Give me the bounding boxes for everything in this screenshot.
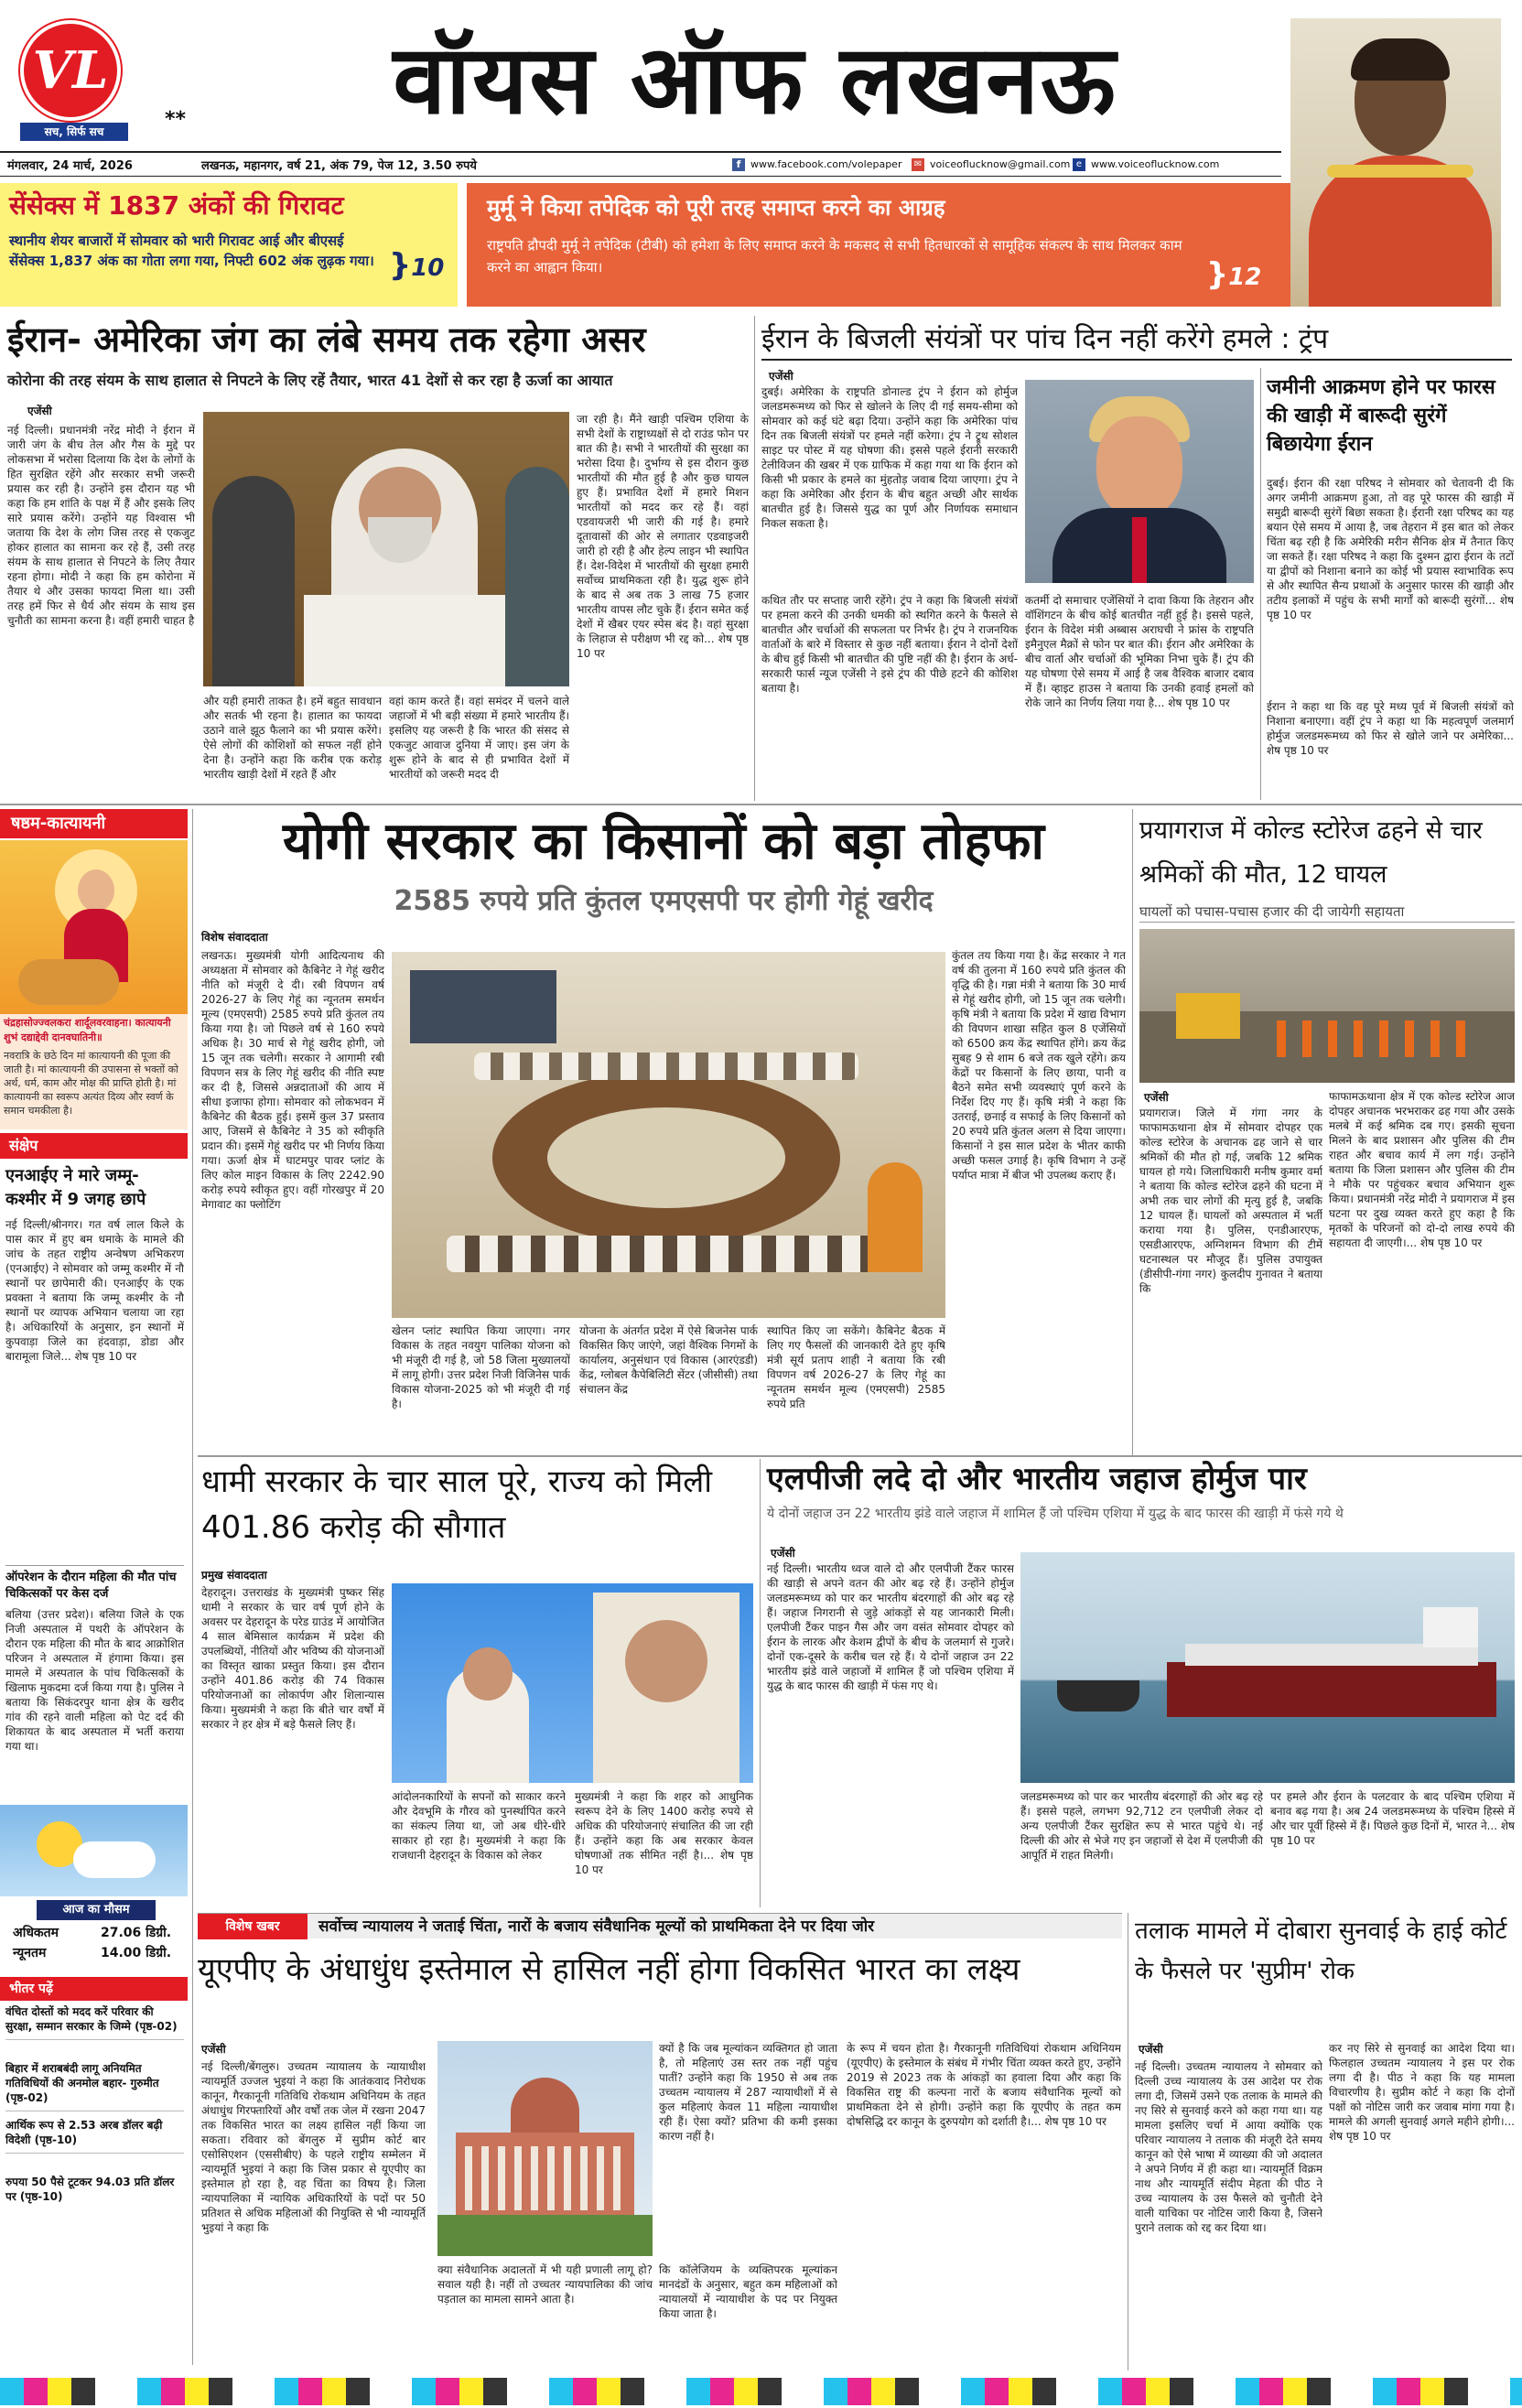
iran-usa-col4: जा रही है। मैंने खाड़ी पश्चिम एशिया के सभी देशों के राष्ट्राध्यक्षों से दो राउंड फोन पर बात की है। सभी ने भारतीयों की सुरक्षा का भरोसा दिया है। दुर्भाग्य से इस दौरान कुछ भारतीयों की मौत हुई है और कुछ घायल हुए हैं। प्रभावित देशों में हमारे मिशन भारतीयों को मदद कर रहे हैं। वहां एडवायजरी भी जारी की गई है। हमारे दूतावासों की ओर से लगातार एडवाइजरी जारी हो रही है और हेल्प लाइन भी स्थापित हैं। देश-विदेश में भारतीयों की सुरक्षा हमारी सर्वोच्च प्राथमिकता रही है। युद्ध शुरू होने के बाद से अब तक 3 लाख 75 हजार भारतीय वापस लौट चुके हैं। ईरान समेत कई देशों में खैबर एयर स्पेस बंद है। वहां सुरक्षा के लिहाज से परीक्षण भी रद्द को... शेष पृष्ठ 10 पर (577, 413, 749, 660)
date: मंगलवार, 24 मार्च, 2026 (7, 159, 133, 173)
goddess-lion (18, 959, 119, 1005)
uapa-col1: नई दिल्ली/बेंगलुरु। उच्चतम न्यायालय के न्यायाधीश न्यायमूर्ति उज्जल भुइयां ने कहा कि आतंकवाद निरोधक कानून, गैरकानूनी गतिविधि रोकथाम अधिनियम के तहत अंधाधुंध गिरफ्तारियों और वर्षों तक जेल में रखना 2047 तक विकसित भारत का लक्ष्य हासिल नहीं किया जा सकता। रविवार को बेंगलुरु में सुप्रीम कोर्ट बार एसोसिएशन (एससीबीए) के पहले राष्ट्रीय सम्मेलन में न्यायमूर्ति भुइयां ने कहा कि जिस प्रकार से यूएपीए का इस्तेमाल हो रहा है, वह चिंता का विषय है। जिला न्यायपालिका में न्यायिक अधिकारियों के पदों पर 50 प्रतिशत से अधिक महिलाओं की नियुक्ति से भी न्यायमूर्ति भुइयां ने कहा कि (201, 2060, 426, 2234)
goddess-photo (0, 840, 188, 1014)
navratri-body: नवरात्रि के छठे दिन मां कात्यायनी की पूजा की जाती है। मां कात्यायनी की उपासना से भक्तों को अर्थ, धर्म, काम और मोक्ष की प्राप्ति होती है। मां कात्यायनी का स्वरूप अत्यंत दिव्य और स्वर्ण के समान चमकीला है। (0, 1047, 188, 1129)
prayagraj-byline: एजेंसी (1144, 1091, 1169, 1104)
portrait-hair (1351, 38, 1450, 81)
surgery-body: बलिया (उत्तर प्रदेश)। बलिया जिले के एक निजी अस्पताल में पथरी के ऑपरेशन के दौरान एक महिला की मौत के बाद आक्रोशित परिजन ने अस्पताल में हंगामा किया। इस मामले में अस्पताल के पांच चिकित्सकों के खिलाफ मुकदमा दर्ज किया गया है। पुलिस ने बताया कि सिकंदरपुर थाना क्षेत्र के खरीद गांव की रहने वाली महिला को पेट दर्द की शिकायत के बाद अस्पताल में भर्ती कराया गया था। (5, 1608, 184, 1753)
divider (1260, 368, 1261, 800)
dhami-bottom2: मुख्यमंत्री ने कहा कि शहर को आधुनिक स्वरूप देने के लिए 1400 करोड़ रुपये से अधिक की परियोजनाएं संचालित की जा रही हैं। उन्होंने कहा कि अब सरकार केवल घोषणाओं तक सीमित नहीं है।... शेष पृष्ठ 10 पर (575, 1790, 753, 1876)
sc-banner (198, 1913, 1122, 1938)
facebook-link[interactable]: www.facebook.com/volepaper (750, 158, 902, 170)
lpg-col1: नई दिल्ली। भारतीय ध्वज वाले दो और एलपीजी टैंकर फारस की खाड़ी से अपने वतन की ओर बढ़ रहे हैं। उन्होंने होर्मुज जलडमरूमध्य को पार कर भारतीय बंदरगाहों की ओर बढ़ रहे हैं। जहाज निगरानी से जुड़े आंकड़ों से यह जानकारी मिली। एलपीजी टैंकर पाइन गैस और जग वसंत सोमवार दोपहर को ईरान के लारक और केशम द्वीपों के बीच के जलमार्ग से गुजरे। दोनों एक-दूसरे के करीब चल रहे हैं। ये दोनों जहाज उन 22 भारतीय झंडे वाले जहाजों में शामिल हैं जो पश्चिम एशिया में युद्ध के बाद फारस की खाड़ी में फंस गए थे। (767, 1562, 1014, 1692)
uapa-col3: के रूप में चयन होता है। गैरकानूनी गतिविधियां रोकथाम अधिनियम (यूएपीए) के इस्तेमाल के संबंध में गंभीर चिंता व्यक्त करते हुए, उन्होंने 2019 से 2023 तक के आंकड़ों का हवाला दिया और कहा कि विकसित राष्ट्र की कल्पना नारों के बजाय संवैधानिक मूल्यों को प्राथमिकता देने से होगी। उन्होंने कहा कि यूएपीए के तहत कम दोषसिद्धि दर कानून के दुरुपयोग को दर्शाती है।... शेष पृष्ठ 10 पर (847, 2042, 1121, 2128)
yogi-bottom2: योजना के अंतर्गत प्रदेश में ऐसे बिजनेस पार्क विकसित किए जाएंगे, जहां वैश्विक निगमों के कार्यालय, अनुसंधान एवं विकास (आरएंडडी) केंद्र, ग्लोबल कैपेबिलिटी सेंटर (जीसीसी) तथा संचालन केंद्र (579, 1324, 758, 1396)
nia-headline: एनआईए ने मारे जम्मू- कश्मीर में 9 जगह छापे (5, 1166, 146, 1209)
uapa-byline: एजेंसी (201, 2043, 226, 2056)
photo-screen (410, 970, 556, 1043)
prayagraj-col2: फाफामऊथाना क्षेत्र में एक कोल्ड स्टोरेज आज दोपहर अचानक भरभराकर ढह गया और उसके मलबे में कई श्रमिक दब गए। इसकी सूचना मिलने के बाद प्रशासन और पुलिस की टीम राहत और बचाव कार्य में लग गई। उन्होंने बताया कि जिला प्रशासन और पुलिस की टीम ने मौके पर पहुंचकर बचाव अभियान शुरू किया। प्रधानमंत्री नरेंद्र मोदी ने प्रयागराज में इस घटना पर दुख व्यक्त करते हुए कहा है कि मृतकों के परिजनों को दो-दो लाख रुपये की सहायता दी जाएगी।... शेष पृष्ठ 10 पर (1329, 1090, 1515, 1249)
sensex-headline: सेंसेक्स में 1837 अंकों की गिरावट (9, 190, 344, 221)
logo-tagline: सच, सिर्फ सच (20, 123, 128, 141)
sensex-page-ref: }10 (389, 247, 445, 284)
yogi-subhead: 2585 रुपये प्रति कुंतल एमएसपी पर होगी गेहूं खरीद (394, 885, 934, 917)
trump-col2: कथित तौर पर सप्ताह जारी रहेंगे। ट्रंप ने कहा कि बिजली संयंत्रों पर हमला करने की उनकी धमकी को स्थगित करने के फैसले से बातचीत और चर्चाओं की सफलता पर निर्भर है। ट्रंप ने राजनयिक वार्ताओं के बारे में विस्तार से कुछ नहीं बताया। ईरान ने दोनों देशों के बीच हुई किसी भी बातचीत की पुष्टि नहीं की है। ईरान के अर्ध-सरकारी फार्स न्यूज एजेंसी ने इसे ट्रंप की पीछे हटने की कोशिश बताया है। (761, 594, 1018, 695)
yogi-bottom3: स्थापित किए जा सकेंगे। कैबिनेट बैठक में लिए गए फैसलों की जानकारी देते हुए कृषि मंत्री सूर्य प्रताप शाही ने बताया कि रबी विपणन वर्ष 2026-27 के लिए गेहूं का न्यूनतम समर्थन मूल्य (एमएसपी) 2585 रुपये प्रति (767, 1324, 945, 1410)
divorce-col2: कर नए सिरे से सुनवाई का आदेश दिया था। फिलहाल उच्चतम न्यायालय ने इस पर रोक लगा दी है। पीठ ने कहा कि यह मामला विचारणीय है। सुप्रीम कोर्ट ने कहा कि दोनों पक्षों को नोटिस जारी कर जवाब मांगा गया है। मामले की अगली सुनवाई अगले महीने होगी।... शेष पृष्ठ 10 पर (1329, 2042, 1515, 2143)
lpg-bottom2: पर हमले और ईरान के पलटवार के बाद पश्चिम एशिया में बनाव बढ़ गया है। अब 24 जलडमरूमध्य के पश्चिम हिस्से में और चार पूर्वी हिस्से में हैं। पिछले कुछ दिनों में, भारत ने... शेष पृष्ठ 10 पर (1270, 1790, 1515, 1847)
surgery-headline: ऑपरेशन के दौरान महिला की मौत पांच चिकित्सकों पर केस दर्ज (5, 1565, 184, 1603)
iran-usa-headline: ईरान- अमेरिका जंग का लंबे समय तक रहेगा असर (7, 319, 646, 360)
weather-min-value: 14.00 डिग्री. (101, 1946, 172, 1960)
iran-usa-byline: एजेंसी (27, 405, 52, 417)
weather-title: आज का मौसम (37, 1900, 156, 1920)
photo-chief-minister (868, 1162, 923, 1272)
photo-court-columns (465, 2146, 625, 2210)
photo-attendees-row (447, 1236, 886, 1272)
trump-tie (1132, 517, 1147, 583)
lpg-byline: एजेंसी (771, 1547, 795, 1560)
photo-tanker-bridge (1423, 1607, 1478, 1647)
divorce-headline: तलाक मामले में दोबारा सुनवाई के हाई कोर्ट के फैसले पर 'सुप्रीम' रोक (1135, 1917, 1507, 1985)
mines-headline: जमीनी आक्रमण होने पर फारस की खाड़ी में बारूदी सुरंगें बिछायेगा ईरान (1267, 376, 1495, 456)
sc-banner-tag: विशेष खबर (198, 1914, 308, 1939)
yogi-byline: विशेष संवाददाता (201, 931, 268, 944)
photo-table-inner (547, 1107, 785, 1208)
inside-item[interactable]: रुपया 50 पैसे टूटकर 94.03 प्रति डॉलर पर (पृष्ठ-10) (5, 2176, 175, 2203)
dhami-headline: धामी सरकार के चार साल पूरे, राज्य को मिली 401.86 करोड़ की सौगात (201, 1463, 713, 1546)
trump-col1: दुबई। अमेरिका के राष्ट्रपति डोनाल्ड ट्रंप ने ईरान को होर्मुज जलडमरूमध्य को फिर से खोलने के लिए दी गई समय-सीमा को सोमवार को कई घंटे बढ़ा दिया। उन्होंने कहा कि अमेरिका पांच दिन तक बिजली संयंत्रों पर हमले नहीं करेगा। ट्रंप ने ट्रूथ सोशल साइट पर पोस्ट में यह घोषणा की। इससे पहले ईरानी सरकारी टेलीविजन की खबर में एक ग्राफिक में कहा गया था कि ईरान को किसी भी प्रकार के हमले का मुंहतोड़ जवाब दिया जाएगा। ट्रंप ने कहा कि अमेरिका और ईरान के बीच बहुत अच्छी और सार्थक बातचीत हुई है। जिससे युद्ध का पूर्ण और निर्णायक समाधान निकल सकता है। (761, 385, 1018, 530)
yogi-headline: योगी सरकार का किसानों को बड़ा तोहफा (283, 812, 1044, 871)
masthead-title: वॉयस ऑफ लखनऊ (393, 24, 1117, 135)
prayagraj-headline: प्रयागराज में कोल्ड स्टोरेज ढहने से चार श्रमिकों की मौत, 12 घायल (1139, 816, 1483, 889)
uapa-headline: यूएपीए के अंधाधुंध इस्तेमाल से हासिल नहीं होगा विकसित भारत का लक्ष्य (198, 1951, 1020, 1988)
photo-poster-face (625, 1620, 707, 1702)
divider (760, 1459, 761, 1907)
masthead (0, 0, 1522, 174)
edition-info: लखनऊ, महानगर, वर्ष 21, अंक 79, पेज 12, 3.50 रुपये (201, 159, 477, 173)
cold-storage-photo (1139, 929, 1515, 1083)
cabinet-meeting-photo (392, 952, 945, 1318)
photo-tanker-hull (1167, 1662, 1496, 1717)
photo-left-figure (212, 476, 295, 686)
photo-court-dome (511, 2078, 579, 2133)
photo-rescue-workers (1277, 1020, 1478, 1057)
trump-photo (1025, 380, 1254, 583)
photo-body (304, 595, 514, 686)
photo-attendees-row (474, 1053, 858, 1080)
murmu-brief (467, 183, 1290, 307)
president-photo (1290, 18, 1501, 307)
divorce-col1: नई दिल्ली। उच्चतम न्यायालय ने सोमवार को दिल्ली उच्च न्यायालय के उस आदेश पर रोक लगा दी, जिसमें उसने एक तलाक के मामले की नए सिरे से सुनवाई करने को कहा गया था। यह मामला इसलिए चर्चा में आया क्योंकि एक परिवार न्यायालय ने तलाक की मंजूरी देते समय कानून को ऐसे भाषा में व्याख्या की जो अदालत ने अपने निर्णय में ही कहा था। न्यायमूर्ति विक्रम नाथ और न्यायमूर्ति संदीप मेहता की पीठ ने उच्च न्यायालय के उस फैसले को चुनौती देने वाली याचिका पर नोटिस जारी किया है, जिसने पुराने तलाक को रद्द कर दिया था। (1135, 2060, 1322, 2234)
nia-body: नई दिल्ली/श्रीनगर। गत वर्ष लाल किले के पास कार में हुए बम धमाके के मामले की जांच के तहत राष्ट्रीय अन्वेषण अभिकरण (एनआईए) ने सोमवार को जम्मू कश्मीर में नौ स्थानों पर छापेमारी की। एनआईए के एक प्रवक्ता ने बताया कि जम्मू कश्मीर के नौ स्थानों पर व्यापक अभियान चलाया जा रहा है। अधिकारियों के अनुसार, इन स्थानों में कुपवाड़ा जिले का हंदवाड़ा, डोडा और बारामूला जिले... शेष पृष्ठ 10 पर (5, 1218, 184, 1363)
weather-graphic (0, 1805, 188, 1896)
dhami-byline: प्रमुख संवाददाता (201, 1569, 267, 1582)
supreme-court-photo (437, 2041, 653, 2256)
murmu-body: राष्ट्रपति द्रौपदी मुर्मू ने तपेदिक (टीबी) को हमेशा के लिए समाप्त करने के मकसद से सभी हितधारकों से सामूहिक संकल्प के साथ मिलकर काम करने का आह्वान किया। (487, 237, 1182, 275)
website-link[interactable]: www.voiceoflucknow.com (1091, 158, 1220, 170)
sensex-page-number: 10 (411, 254, 445, 282)
sankshep-title: संक्षेप (0, 1133, 188, 1159)
photo-right-figure (505, 467, 569, 686)
divorce-byline: एजेंसी (1139, 2043, 1163, 2056)
mines-body: दुबई। ईरान की रक्षा परिषद ने सोमवार को चेतावनी दी कि अगर जमीनी आक्रमण हुआ, तो वह पूरे फारस की खाड़ी में समुद्री बारूदी सुरंगें बिछा सकता है। ईरानी रक्षा परिषद का यह बयान ऐसे समय में आया है, जब तेहरान में इस बात को लेकर चिंता बढ़ रही है कि अमेरिकी मरीन सैनिक क्षेत्र में तैनात किए जा सकते हैं। रक्षा परिषद ने कहा कि दुश्मन द्वारा ईरान के तटों या द्वीपों को निशाना बनाने का कोई भी प्रयास स्वाभाविक रूप से और स्थापित सैन्य प्रथाओं के अनुसार फारस की खाड़ी और तटीय इलाकों में पहुंच के सभी मार्गों को बारूदी सुरंगों... शेष पृष्ठ 10 पर (1267, 477, 1514, 621)
email-link[interactable]: voiceoflucknow@gmail.com (930, 158, 1071, 170)
lpg-subhead: ये दोनों जहाज उन 22 भारतीय झंडे वाले जहाज में शामिल हैं जो पश्चिम एशिया में युद्ध के बाद फारस की खाड़ी में फंसे गये थे (767, 1506, 1344, 1521)
stars: ** (165, 108, 187, 131)
dhami-bottom1: आंदोलनकारियों के सपनों को साकार करने और देवभूमि के गौरव को पुनर्स्थापित करने का संकल्प लिया था, जो अब धीरे-धीरे साकार हो रहा है। मुख्यमंत्री ने कहा कि राजधानी देहरादून के विकास को लेकर (392, 1790, 566, 1862)
trump-face (1096, 416, 1182, 517)
sensex-body: स्थानीय शेयर बाजारों में सोमवार को भारी गिरावट आई और बीएसई सेंसेक्स 1,837 अंक का गोता लगा गया, निफ्टी 602 अंक लुढ़क गया। (9, 232, 374, 269)
photo-tug-boat (1057, 1680, 1139, 1712)
sc-banner-text: सर्वोच्च न्यायालय ने जताई चिंता, नारों के बजाय संवैधानिक मूल्यों को प्राथमिकता देने पर दिया जोर (318, 1917, 875, 1936)
inside-item[interactable]: बिहार में शराबबंदी लागू अनियमित गतिविधियों की अनमोल बहार- गुरुमीत (पृष्ठ-02) (5, 2061, 184, 2111)
inside-list (0, 2004, 188, 2370)
iran-usa-col2: और यही हमारी ताकत है। हमें बहुत सावधान और सतर्क भी रहना है। हालात का फायदा उठाने वाले झूठ फैलाने का भी प्रयास करेंगे। ऐसे लोगों की कोशिशों को सफल नहीं होने देना है। उन्होंने कहा कि करीब एक करोड़ भारतीय खाड़ी देशों में रहते हैं और (203, 695, 382, 781)
mines-body2: ईरान ने कहा था कि वह पूरे मध्य पूर्व में बिजली संयंत्रों को निशाना बनाएगा। वहीं ट्रंप ने कहा था कि महत्वपूर्ण जलमार्ग होर्मुज जलडमरूमध्य को फिर से खोले जाने पर अमेरिका... शेष पृष्ठ 10 पर (1267, 700, 1514, 757)
iran-usa-col1: नई दिल्ली। प्रधानमंत्री नरेंद्र मोदी ने ईरान में जारी जंग के बीच तेल और गैस के मुद्दे पर लोकसभा में भरोसा दिलाया कि देश के लोगों के हित सुरक्षित रहेंगे और सरकार सभी जरूरी प्रयास कर रही है। उन्होंने इस दौरान यह भी कहा कि हम शांति के पक्ष में हैं और इसके लिए सारे प्रयास करेंगे। उन्होंने यह विश्वास भी जताया कि देश के लोग जिस तरह से एकजुट होकर हालात का सामना कर रहे हैं, उसी तरह संयम के साथ हालात से निपटने के लिए तैयार रहना होगा। मोदी ने कहा कि हम कोरोना में तैयार थे और उसका फायदा मिला था। उसी तरह हमें फिर से धैर्य और संयम के साथ इस चुनौती का सामना करना है। वहीं हमारी चाहत है (7, 424, 195, 627)
lpg-tanker-photo (1020, 1552, 1515, 1783)
yogi-bottom1: खेलन प्लांट स्थापित किया जाएगा। नगर विकास के तहत नवयुग पालिका योजना को भी मंजूरी दी गई है, जो 58 जिला मुख्यालयों में लागू होगी। उत्तर प्रदेश निजी विजिनेस पार्क विकास योजना-2025 को भी मंजूरी दी गई है। (392, 1324, 570, 1410)
prayagraj-col1: प्रयागराज। जिले में गंगा नगर के फाफामऊथाना क्षेत्र में सोमवार दोपहर एक कोल्ड स्टोरेज के अचानक ढह जाने से चार श्रमिकों की मौत हो गई, जबकि 12 श्रमिक घायल हो गये। जिलाधिकारी मनीष कुमार वर्मा ने बताया कि कोल्ड स्टोरेज ढहने की घटना में अभी तक चार लोगों की मृत्यु हुई है, जबकि 12 घायल हैं। घायलों को अस्पताल में भर्ती कराया गया है। पुलिस, एनडीआरएफ, एसडीआरएफ, अग्निशमन विभाग की टीमें घटनास्थल पर मौजूद हैं। पुलिस उपायुक्त (डीसीपी-गंगा नगर) कुलदीप गुनावत ने बताया कि (1139, 1107, 1322, 1295)
divider (1132, 809, 1133, 1455)
portrait-saree (1309, 156, 1492, 307)
murmu-page-ref: }12 (1206, 256, 1262, 293)
murmu-page-number: 12 (1228, 264, 1262, 291)
goddess-head (78, 869, 114, 912)
uapa-bottom2: कि कॉलेजियम के व्यक्तिपरक मूल्यांकन मानदंडों के अनुसार, बहुत कम महिलाओं को न्यायालयों में न्यायाधीश के पद पर नियुक्त किया जाता है। (659, 2263, 837, 2320)
photo-dhami-face (463, 1647, 513, 1701)
prayagraj-subhead: घायलों को पचास-पचास हजार की दी जायेगी सहायता (1139, 902, 1515, 923)
print-registration-bar (0, 2378, 1522, 2405)
uapa-bottom1: क्या संवैधानिक अदालतों में भी यही प्रणाली लागू हो? सवाल यही है। नहीं तो उच्चतर न्यायपालिका की जांच पड़ताल का मामला सामने आता है। (437, 2263, 653, 2305)
uapa-col2: क्यों है कि जब मूल्यांकन व्यक्तिगत हो जाता है, तो महिलाएं उस स्तर तक नहीं पहुंच पातीं? उन्होंने कहा कि 1950 से अब तक उच्चतम न्यायालय में 287 न्यायाधीशों में से कुल महिलाएं केवल 11 महिला न्यायाधीश रही हैं। ऐसा क्यों? प्रतिभा की कमी इसका कारण नहीं है। (659, 2042, 837, 2143)
iran-usa-subhead: कोरोना की तरह संयम के साथ हालात से निपटने के लिए रहें तैयार, भारत 41 देशों से कर रहा है ऊर्जा का आयात (7, 372, 613, 389)
murmu-headline: मुर्मू ने किया तपेदिक को पूरी तरह समाप्त करने का आग्रह (487, 195, 945, 221)
iran-usa-col3: वहां काम करते हैं। वहां समंदर में चलने वाले जहाजों में भी बड़ी संख्या में हमारे भारतीय हैं। इसलिए यह जरूरी है कि भारत की संसद से एकजुट आवाज दुनिया में जाए। इस जंग के शुरू होने के बाद से ही प्रभावित देशों में भारतीयों को जरूरी मदद दी (389, 695, 569, 781)
logo-text: VL (32, 40, 109, 101)
inside-item[interactable]: वंचित दोस्तों को मदद करें परिवार की सुरक्षा, सम्मान सरकार के जिम्मे (पृष्ठ-02) (5, 2004, 184, 2040)
sensex-brief (0, 183, 458, 307)
dhami-photo (392, 1583, 753, 1783)
trump-headline: ईरान के बिजली संयंत्रों पर पांच दिन नहीं करेंगे हमले : ट्रंप (761, 320, 1512, 361)
weather-max-label: अधिकतम (13, 1926, 59, 1940)
logo (20, 20, 121, 121)
yogi-col1: लखनऊ। मुख्यमंत्री योगी आदित्यनाथ की अध्यक्षता में सोमवार को कैबिनेट ने गेहूं खरीद नीति को मंजूरी दे दी। रबी विपणन वर्ष 2026-27 के लिए गेहूं का न्यूनतम समर्थन मूल्य (एमएसपी) 2585 रुपये प्रति कुंतल तय किया गया है। जो पिछले वर्ष से 160 रुपये अधिक है। 30 मार्च से गेहूं खरीद होगी, जो 15 जून तक चलेगी। सरकार ने आगामी रबी विपणन सत्र के लिए गेहूं खरीद की नीति स्पष्ट कर दी है, जिससे अन्नदाताओं की आय में सीधा इजाफा होगा। सोमवार को लोकभवन में कैबिनेट की बैठक हुई। इसमें कुल 37 प्रस्ताव आए, जिसमें से कैबिनेट ने 35 को स्वीकृति प्रदान की। इसमें गेहूं खरीद पर भी निर्णय किया गया। ऊर्जा क्षेत्र में घाटमपुर पावर प्लांट के लिए कोल माइन विकास के लिए 2242.90 करोड़ रुपये स्वीकृत हुए। वहीं गोरखपुर में 20 मेगावाट का फ्लोटिंग (201, 949, 384, 1211)
cloud-icon (73, 1841, 156, 1878)
inside-item[interactable]: आर्थिक रूप से 2.53 अरब डॉलर बढ़ी विदेशी (पृष्ठ-10) (5, 2118, 184, 2154)
dateline-strip (0, 151, 1281, 177)
modi-parliament-photo (203, 412, 569, 686)
navratri-mantra: चंद्रहासोज्ज्वलकरा शार्दूलवरवाहना। कात्यायनी शुभं दद्याद्देवी दानवघातिनी॥ (0, 1014, 188, 1047)
divider (754, 316, 755, 801)
facebook-icon: f (732, 158, 745, 171)
weather-max-value: 27.06 डिग्री. (101, 1926, 172, 1940)
portrait-border (1327, 165, 1473, 178)
email-icon: ✉ (912, 158, 924, 171)
trump-col3: कतर्मी दो समाचार एजेंसियों ने दावा किया कि तेहरान और वॉशिंगटन के बीच कोई बातचीत नहीं हुई है। इससे पहले, ईरान के विदेश मंत्री अब्बास अराघची ने फ्रांस के राष्ट्रपति इमैनुएल मैक्रों से फोन पर बात की। ईरान और अमेरिका के बीच वार्ता और चर्चाओं की भूमिका निभा चुके हैं। ट्रंप की यह घोषणा ऐसे समय में आई है जब वैश्विक बाजार दबाव में हैं। व्हाइट हाउस ने बताया कि उनकी हवाई हमलों को रोके जाने का निर्णय लिया गया है... शेष पृष्ठ 10 पर (1025, 594, 1254, 709)
lpg-bottom1: जलडमरूमध्य को पार कर भारतीय बंदरगाहों की ओर बढ़ रहे हैं। इससे पहले, लगभग 92,712 टन एलपीजी लेकर दो अन्य एलपीजी टैंकर सुरक्षित रूप से भारत पहुंचे थे। नई दिल्ली की ओर से भेजे गए इन जहाजों से देश में एलपीजी की आपूर्ति में राहत मिलेगी। (1020, 1790, 1263, 1862)
dhami-col1: देहरादून। उत्तराखंड के मुख्यमंत्री पुष्कर सिंह धामी ने सरकार के चार वर्ष पूर्ण होने के अवसर पर देहरादून के परेड ग्राउंड में आयोजित 4 साल बेमिसाल कार्यक्रम में प्रदेश की उपलब्धियों, नीतियों और भविष्य की योजनाओं का विस्तृत खाका प्रस्तुत किया। इस दौरान उन्होंने 401.86 करोड़ की 74 विकास परियोजनाओं का लोकार्पण और शिलान्यास किया। मुख्यमंत्री ने कहा कि बीते चार वर्षों में सरकार ने हर क्षेत्र में बड़े फैसले लिए हैं। (201, 1586, 384, 1731)
divider (192, 809, 193, 2365)
web-icon: e (1073, 158, 1085, 171)
navratri-title: षष्ठम-कात्यायनी (0, 809, 188, 838)
weather-min-label: न्यूनतम (13, 1946, 47, 1960)
inside-title: भीतर पढ़ें (0, 1977, 188, 2001)
photo-lawn (437, 2215, 653, 2256)
yogi-col2: कुंतल तय किया गया है। केंद्र सरकार ने गत वर्ष की तुलना में 160 रुपये प्रति कुंतल की वृद्धि की है। गन्ना मंत्री ने बताया कि 30 मार्च से गेहूं खरीद होगी, जो 15 जून तक चलेगी। कृषि मंत्री ने बताया कि प्रदेश में खाद्य विभाग की विपणन शाखा सहित कुल 8 एजेंसियों को 6500 क्रय केंद्र स्थापित होंगे। क्रय केंद्र सुबह 9 से शाम 6 बजे तक खुले रहेंगे। क्रय केंद्रों पर किसानों के लिए छाया, पानी व बैठने समेत सभी व्यवस्थाएं पूर्ण करने के निर्देश दिए गए हैं। कृषि मंत्री ने कहा कि उतराई, छनाई व सफाई के लिए किसानों को 20 रुपये प्रति कुंतल अलग से दिया जाएगा। किसानों ने इस साल प्रदेश के भीतर काफी अच्छी फसल उगाई है। कृषि विभाग ने उन्हें पर्याप्त मात्रा में बीज भी उपलब्ध कराए हैं। (952, 949, 1126, 1182)
trump-byline: एजेंसी (769, 370, 793, 383)
photo-excavator (1176, 993, 1240, 1039)
lpg-headline: एलपीजी लदे दो और भारतीय जहाज होर्मुज पार (767, 1461, 1307, 1497)
